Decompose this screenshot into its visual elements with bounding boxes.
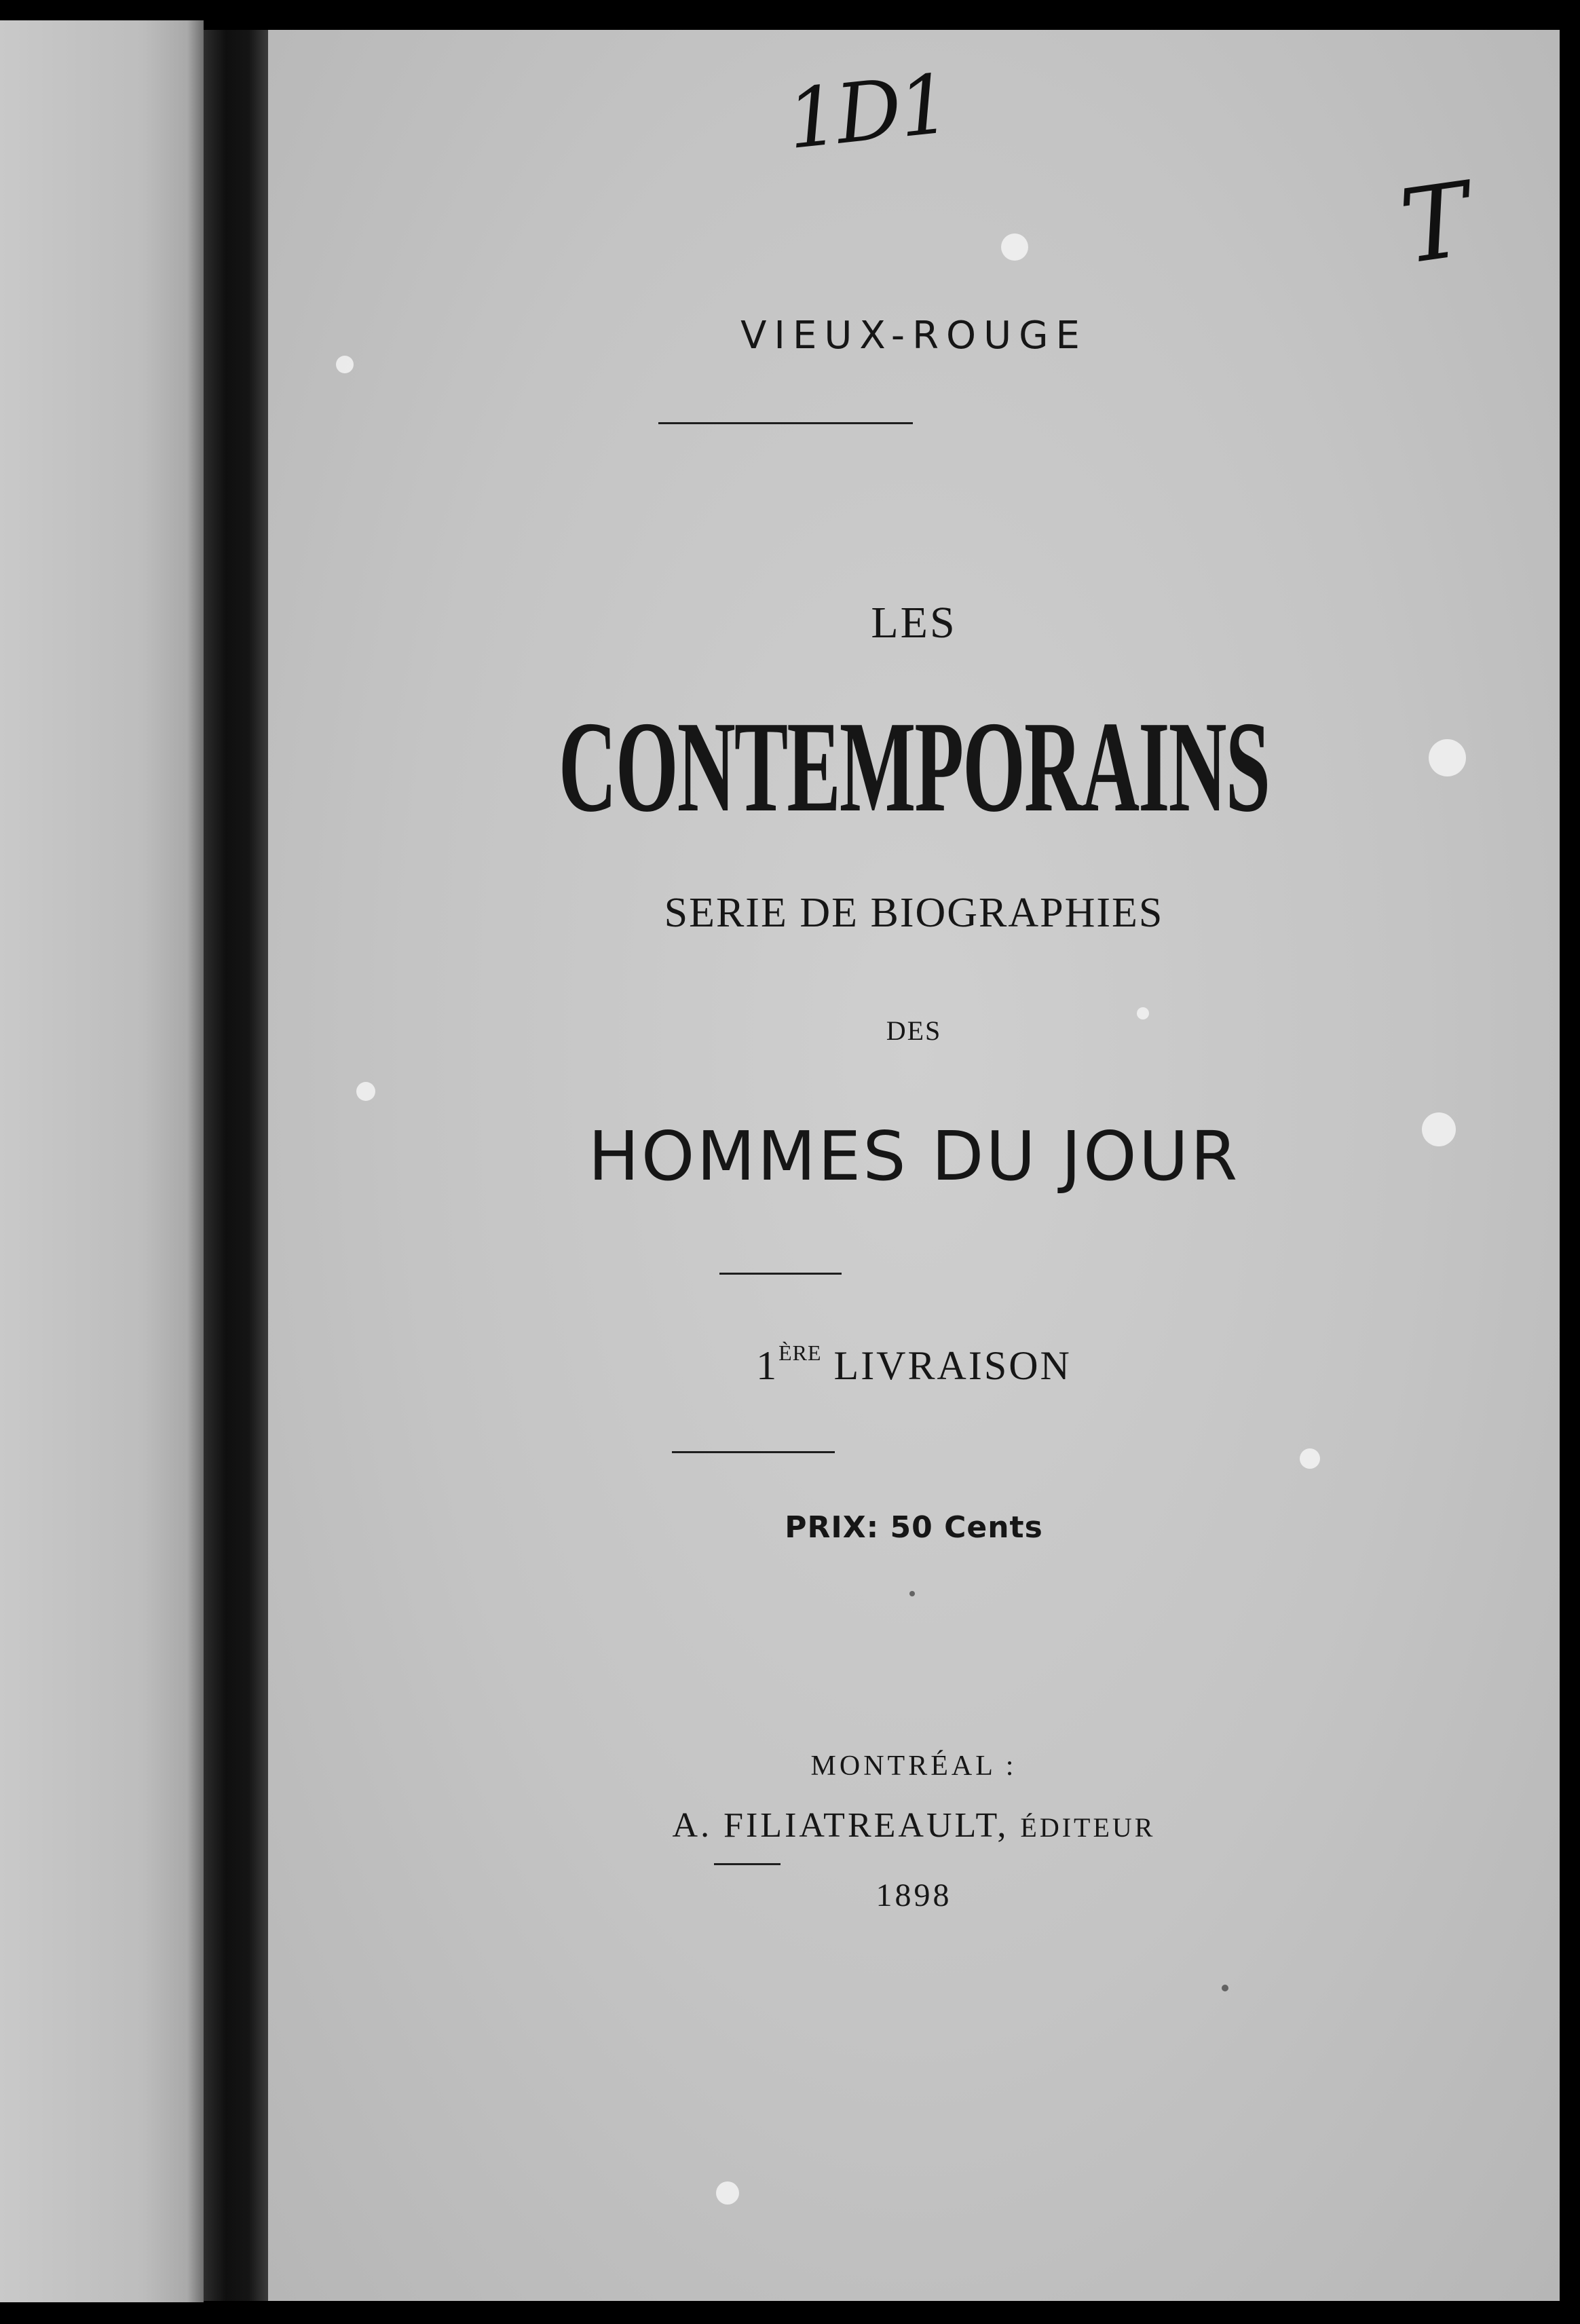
scan-frame-bottom (0, 2302, 1580, 2324)
subtitle-connector: DES (886, 1015, 942, 1046)
handwritten-corner-mark: T (1393, 160, 1478, 288)
publisher-city: MONTRÉAL : (810, 1750, 1017, 1782)
book-spine (204, 30, 268, 2301)
facing-page-edge (0, 20, 204, 2302)
handwritten-catalog-number: 1D1 (783, 57, 953, 168)
paper-speck (1001, 233, 1028, 261)
paper-speck (1429, 739, 1466, 776)
subtitle: SERIE DE BIOGRAPHIES (664, 890, 1164, 936)
publisher-line (268, 1805, 1560, 1845)
issue-superscript: ÈRE (778, 1341, 822, 1365)
scan-frame-top (0, 0, 1580, 20)
publisher-name: A. FILIATREAULT, (672, 1806, 1009, 1845)
paper-speck (356, 1082, 375, 1101)
author-name: VIEUX-ROUGE (740, 314, 1087, 358)
paper-speck (1300, 1448, 1320, 1469)
price-line: PRIX: 50 Cents (785, 1510, 1043, 1545)
issue-number: 1 (756, 1343, 779, 1388)
subject-line: HOMMES DU JOUR (588, 1117, 1240, 1196)
paper-speck (336, 356, 354, 373)
issue-label: LIVRAISON (833, 1343, 1072, 1388)
divider-rule (719, 1273, 842, 1275)
paper-speck (716, 2181, 739, 2205)
publication-year: 1898 (876, 1877, 952, 1913)
divider-rule (672, 1451, 835, 1453)
title-article: LES (871, 598, 957, 648)
scan-frame-right (1560, 0, 1580, 2324)
divider-rule (658, 422, 913, 424)
publisher-role: ÉDITEUR (1020, 1812, 1156, 1843)
paper-speck (909, 1591, 915, 1596)
main-title: CONTEMPORAINS (558, 694, 1270, 839)
paper-speck (1222, 1985, 1228, 1991)
issue-line (268, 1341, 1560, 1389)
divider-rule (714, 1863, 780, 1865)
